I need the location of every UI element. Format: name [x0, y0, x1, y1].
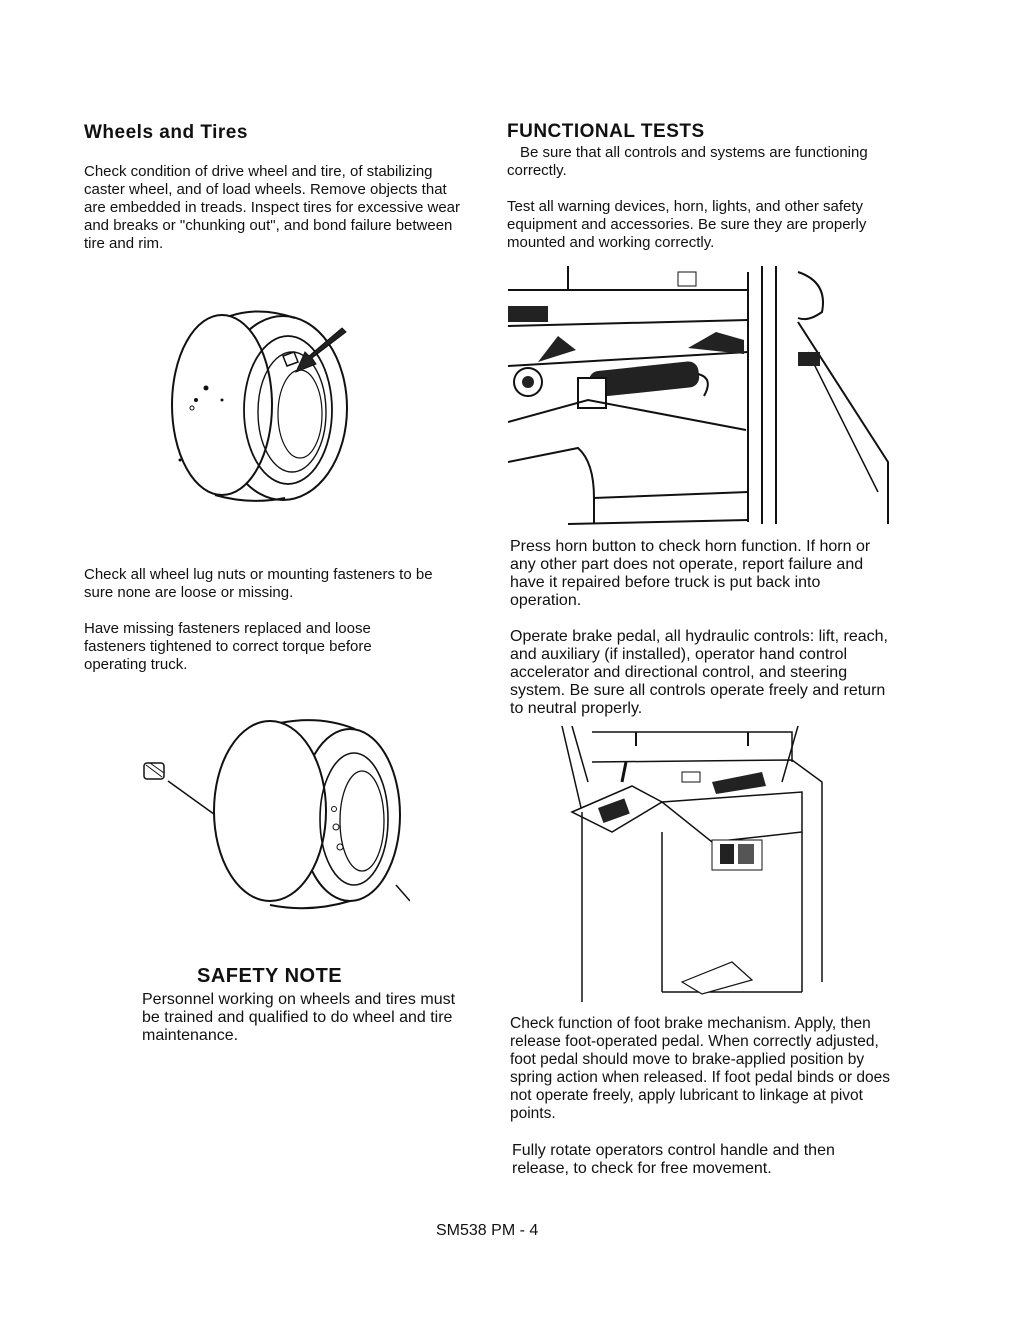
wheel-lug-nut-figure: [140, 715, 410, 915]
safety-note-text: Personnel working on wheels and tires must be trained and qualified to do wheel and tire maintenance.: [142, 991, 456, 1044]
brake-controls-text: Operate brake pedal, all hydraulic controls: lift, reach, and auxiliary (if installed), operator hand control accelerator and directional control, and steering system. Be sure all controls operate freely and return to neutral properly.: [510, 628, 888, 717]
fasteners-text: Have missing fasteners replaced and loose fasteners tightened to correct torque before operating truck.: [84, 620, 372, 673]
horn-control-figure: [508, 262, 892, 532]
safety-note-title: SAFETY NOTE: [197, 965, 343, 987]
horn-function-text: Press horn button to check horn function. If horn or any other part does not operate, report failure and have it repaired before truck is put back into operation.: [510, 538, 871, 609]
functional-tests-heading: FUNCTIONAL TESTS: [507, 121, 705, 142]
warning-devices-text: Test all warning devices, horn, lights, and other safety equipment and accessories. Be sure they are properly mounted and working correctly.: [507, 198, 867, 251]
page-number: SM538 PM - 4: [436, 1222, 539, 1239]
rotate-handle-text: Fully rotate operators control handle and then release, to check for free movement.: [512, 1142, 835, 1177]
functional-intro-text: Be sure that all controls and systems are functioning correctly.: [507, 144, 868, 179]
foot-brake-text: Check function of foot brake mechanism. Apply, then release foot-operated pedal. When correctly adjusted, foot pedal should move to brake-applied position by spring action when released. If foot pedal binds or does not operate freely, apply lubricant to linkage at pivot points.: [510, 1015, 890, 1122]
wheels-tires-heading: Wheels and Tires: [84, 122, 248, 143]
lug-nuts-text: Check all wheel lug nuts or mounting fasteners to be sure none are loose or missing.: [84, 566, 433, 601]
drive-wheel-figure: [160, 300, 360, 510]
wheels-intro-text: Check condition of drive wheel and tire, of stabilizing caster wheel, and of load wheels. Remove objects that are embedded in treads. Inspect tires for excessive wear and breaks or "chunking out", and bond failure between tire and rim.: [84, 163, 461, 252]
operator-compartment-figure: [552, 722, 832, 1012]
